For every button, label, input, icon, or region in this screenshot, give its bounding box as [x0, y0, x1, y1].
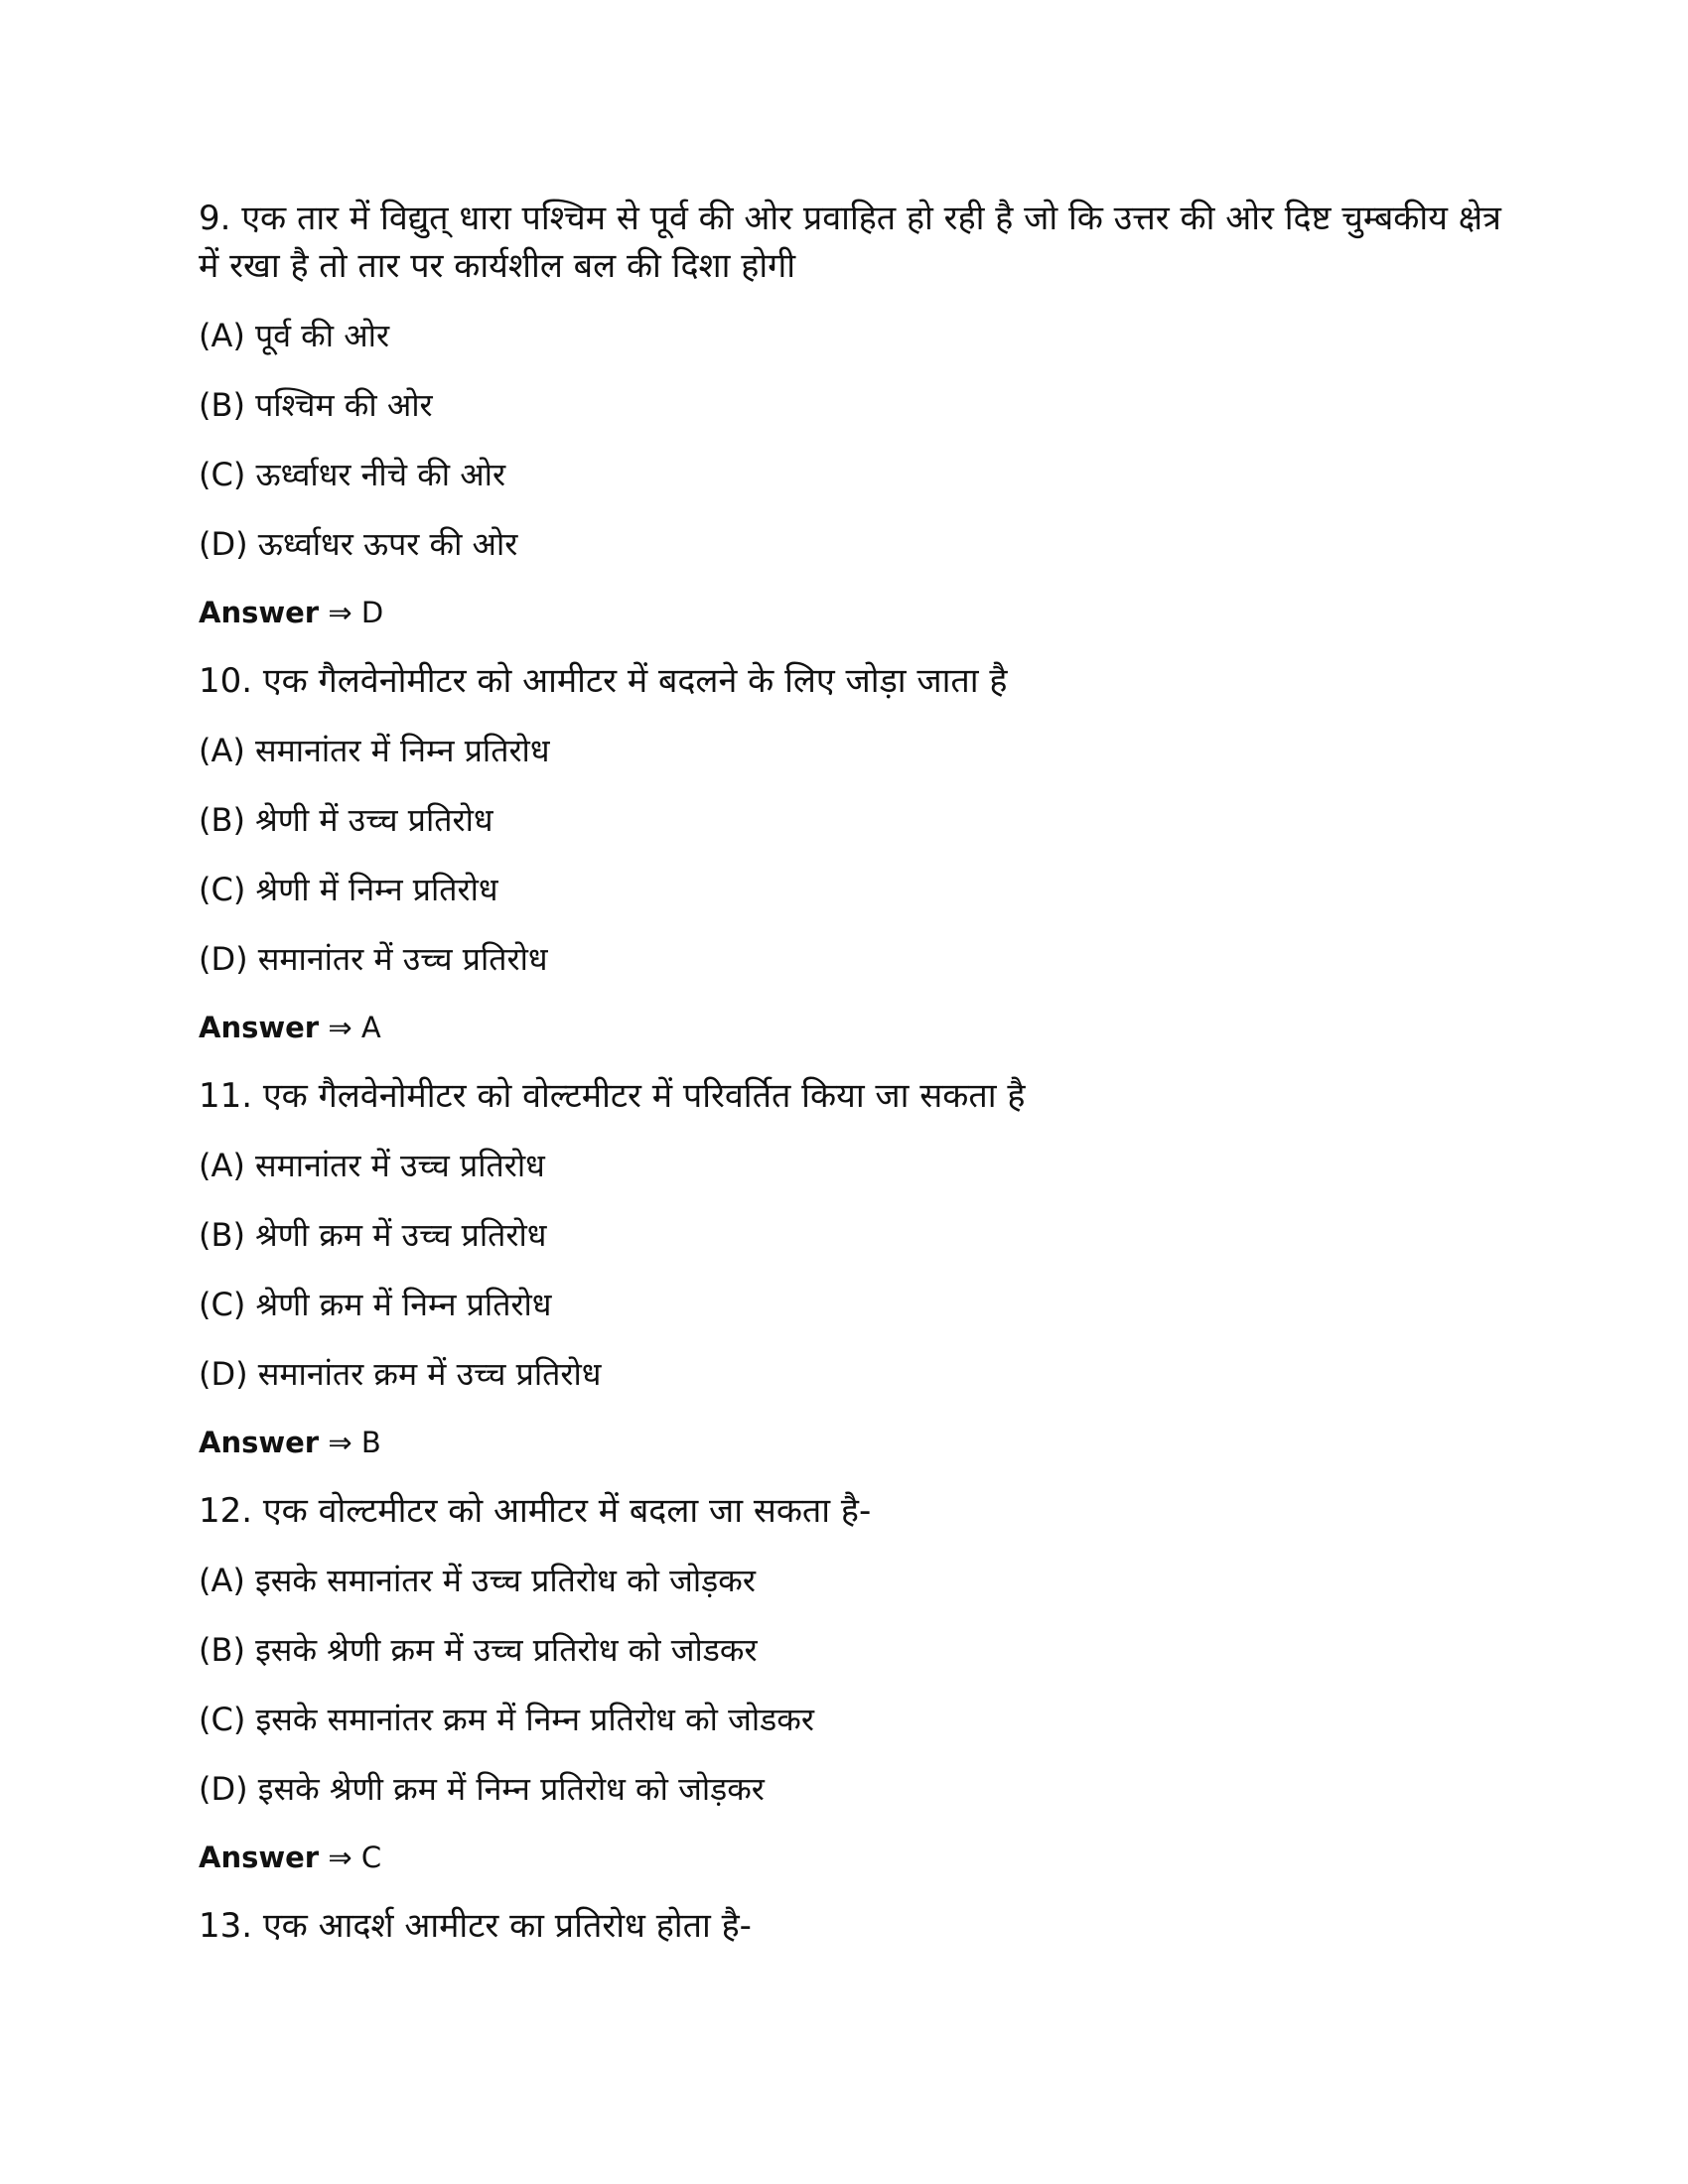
answer-label: Answer	[199, 596, 320, 629]
option-11-a: (A) समानांतर में उच्च प्रतिरोध	[199, 1147, 545, 1184]
answer-value: ⇒ C	[328, 1841, 382, 1874]
question-11: 11. एक गैलवेनोमीटर को वोल्टमीटर में परिवर्तित किया जा सकता है	[199, 1076, 1026, 1116]
option-12-b: (B) इसके श्रेणी क्रम में उच्च प्रतिरोध को जोडकर	[199, 1631, 758, 1669]
option-9-c: (C) ऊर्ध्वाधर नीचे की ओर	[199, 456, 506, 493]
option-11-b: (B) श्रेणी क्रम में उच्च प्रतिरोध	[199, 1216, 547, 1254]
answer-label: Answer	[199, 1841, 320, 1874]
answer-label: Answer	[199, 1426, 320, 1459]
option-11-c: (C) श्रेणी क्रम में निम्न प्रतिरोध	[199, 1286, 552, 1323]
document-page	[199, 195, 1509, 1972]
question-13: 13. एक आदर्श आमीटर का प्रतिरोध होता है-	[199, 1906, 752, 1946]
answer-value: ⇒ B	[328, 1426, 381, 1459]
answer-value: ⇒ D	[328, 596, 384, 629]
option-9-a: (A) पूर्व की ओर	[199, 317, 390, 354]
option-10-d: (D) समानांतर में उच्च प्रतिरोध	[199, 940, 548, 978]
option-12-a: (A) इसके समानांतर में उच्च प्रतिरोध को जोड़कर	[199, 1562, 756, 1599]
answer-9	[199, 590, 1509, 635]
option-12-d: (D) इसके श्रेणी क्रम में निम्न प्रतिरोध को जोड़कर	[199, 1770, 765, 1808]
question-9: 9. एक तार में विद्युत् धारा पश्चिम से पूर्व की ओर प्रवाहित हो रही है जो कि उत्तर की ओर दिष्ट चुम्बकीय क्षेत्र में रखा है तो तार पर कार्यशील बल की दिशा होगी	[199, 199, 1501, 286]
answer-12	[199, 1835, 1509, 1880]
answer-10	[199, 1005, 1509, 1050]
option-9-b: (B) पश्चिम की ओर	[199, 386, 433, 424]
option-10-b: (B) श्रेणी में उच्च प्रतिरोध	[199, 801, 493, 839]
option-10-a: (A) समानांतर में निम्न प्रतिरोध	[199, 732, 550, 769]
option-12-c: (C) इसके समानांतर क्रम में निम्न प्रतिरोध को जोडकर	[199, 1701, 814, 1738]
answer-11	[199, 1420, 1509, 1465]
answer-value: ⇒ A	[328, 1011, 381, 1044]
option-11-d: (D) समानांतर क्रम में उच्च प्रतिरोध	[199, 1355, 602, 1393]
answer-label: Answer	[199, 1011, 320, 1044]
question-12: 12. एक वोल्टमीटर को आमीटर में बदला जा सकता है-	[199, 1491, 872, 1531]
option-9-d: (D) ऊर्ध्वाधर ऊपर की ओर	[199, 525, 518, 563]
question-10: 10. एक गैलवेनोमीटर को आमीटर में बदलने के लिए जोड़ा जाता है	[199, 661, 1008, 701]
option-10-c: (C) श्रेणी में निम्न प्रतिरोध	[199, 871, 498, 908]
